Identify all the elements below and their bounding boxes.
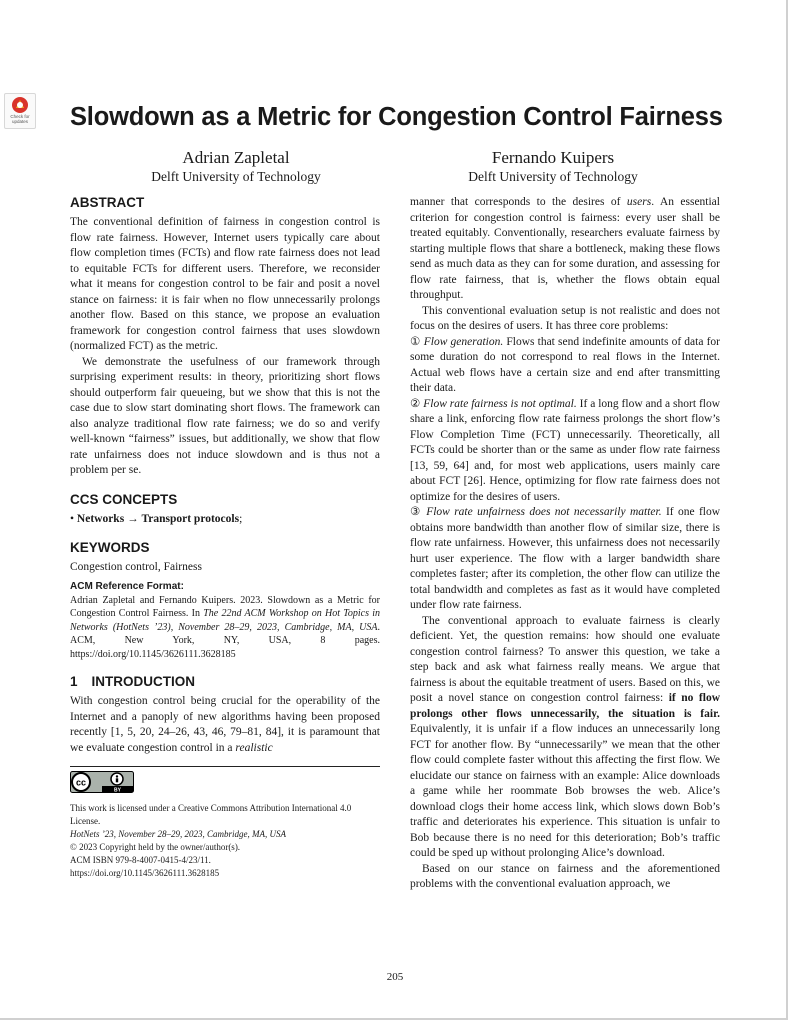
license-statement: This work is licensed under a Creative Commons Attribution International 4.0 License.: [70, 803, 352, 826]
ccs-concept: Networks: [76, 512, 125, 525]
intro-italic-users: users: [626, 196, 652, 208]
license-isbn: ACM ISBN 979-8-4007-0415-4/23/11.: [70, 855, 211, 865]
intro-paragraph-1-continued: [410, 195, 720, 304]
crossmark-label: Check for updates: [10, 114, 30, 124]
intro-paragraph-2: This conventional evaluation setup is not realistic and does not focus on the desires of users. It has three core problems:: [410, 304, 720, 332]
intro-italic-word: realistic: [235, 741, 273, 754]
item-marker: ①: [410, 335, 421, 348]
ccs-arrow: →: [127, 512, 139, 525]
ccs-end: ;: [239, 512, 243, 525]
intro-paragraph-3: [410, 614, 720, 862]
author-affiliation: Delft University of Technology: [151, 169, 321, 184]
cc-badge-text: cc: [75, 777, 87, 788]
intro-text: manner that corresponds to the desires of: [410, 196, 627, 208]
abstract-heading: ABSTRACT: [70, 195, 145, 210]
reference-venue: The 22nd ACM Workshop on Hot Topics in Networks (HotNets ’23), November 28–29, 2023, Cambridge, MA, USA: [70, 608, 380, 633]
creative-commons-by-icon[interactable]: [70, 771, 134, 793]
intro-text: The conventional approach to evaluate fairness is clearly deficient. Yet, the question remains: how should one evaluate congestion control fairness? To answer this question, we take a step back and ask what fairness really means. We argue that fairness is about the equitable treatment of users. Based on this, we posit a novel stance on congestion control fairness:: [410, 614, 720, 704]
intro-paragraph-1-start: [70, 694, 380, 756]
reference-authors: Adrian Zapletal and Fernando Kuipers. 2023. Slowdown as a Metric for Congestion Control Fairness. In: [70, 594, 380, 619]
item-text: If a long flow and a short flow share a link, enforcing flow rate fairness prolongs the short flow’s Flow Completion Time (FCT) unnecessarily. Theoretically, all FCTs could be shorter than or the same as under flow rate fairness [13, 59, 64] and, for most web applications, users mainly care about FCT [26]. Hence, optimizing for flow rate fairness does not optimize for the desires of users.: [410, 397, 721, 503]
left-column: [70, 194, 380, 880]
item-title: Flow rate fairness is not optimal.: [423, 397, 577, 410]
author-block-2: [403, 148, 703, 186]
keywords-text: Congestion control, Fairness: [70, 561, 202, 573]
intro-text: With congestion control being crucial for the operability of the Internet and a panoply of new algorithms having been proposed recently [1, 5, 20, 24–26, 43, 46, 79–81, 84], it is paramount that we evaluate congestion control in a: [70, 695, 380, 754]
item-title: Flow generation.: [423, 335, 504, 348]
problem-item-1: [410, 335, 720, 397]
ccs-subconcept: Transport protocols: [141, 512, 240, 525]
item-text: If one flow obtains more bandwidth than another flow of similar size, there is flow rate unfairness. However, this unfairness does not necessarily hurt user experience. The flow with a larger bandwidth share completes faster; after its completion, the other flow can utilize the total bandwidth and completes as fast as it would have completed under flow rate fairness.: [410, 506, 721, 611]
paper-title: Slowdown as a Metric for Congestion Control Fairness: [70, 103, 723, 131]
license-venue: HotNets ’23, November 28–29, 2023, Cambridge, MA, USA: [70, 829, 286, 839]
author-affiliation: Delft University of Technology: [468, 169, 638, 184]
problem-item-3: [410, 505, 720, 614]
reference-tail: . ACM, New York, NY, USA, 8 pages. https://doi.org/10.1145/3626111.3628185: [70, 621, 380, 660]
crossmark-badge[interactable]: [4, 93, 36, 129]
introduction-heading: [70, 673, 380, 691]
item-marker: ②: [410, 397, 421, 410]
fairness-stance-bold: if no flow prolongs other flows unnecessarily, the situation is fair.: [410, 692, 721, 720]
section-title: INTRODUCTION: [91, 674, 196, 689]
author-block-1: [86, 148, 386, 186]
problem-item-2: [410, 397, 720, 506]
license-copyright: © 2023 Copyright held by the owner/author(s).: [70, 842, 241, 852]
by-badge-text: BY: [114, 787, 121, 793]
abstract-paragraph-2: We demonstrate the usefulness of our framework through surprising experiment results: in theory, prioritizing short flows should outperform fair queueing, but we show that this is not the case due to slow start dominating short flows. The framework can also analyze traditional flow rate fairness; we do so and verify well-known “fairness” issues, but additionally, we show that flow rate unfairness does not induce slowdown and is thus not a problem per se.: [70, 355, 380, 476]
ccs-heading: CCS CONCEPTS: [70, 491, 178, 507]
ccs-concept-line: [70, 512, 380, 528]
intro-text: . An essential criterion for congestion control is fairness: every user shall be treated equitably. Conventionally, researchers evaluate fairness by starting multiple flows that share a bottleneck, making these flows send as much data as they can for some duration, and assessing for flow rate fairness, that is, whether the flows obtain equal throughput.: [410, 196, 720, 301]
reference-format-text: [70, 594, 380, 662]
footnote-rule: [70, 766, 380, 767]
author-name: Adrian Zapletal: [182, 148, 290, 167]
section-number: 1: [70, 674, 78, 689]
keywords-heading: KEYWORDS: [70, 540, 150, 555]
crossmark-icon: [11, 96, 29, 114]
reference-format-heading: ACM Reference Format:: [70, 580, 184, 592]
item-title: Flow rate unfairness does not necessarily matter.: [426, 506, 662, 518]
page-number: 205: [386, 971, 404, 983]
item-marker: ③: [410, 506, 422, 518]
author-name: Fernando Kuipers: [491, 148, 615, 167]
right-column: [410, 195, 720, 893]
intro-text: Equivalently, it is unfair if a flow induces an unnecessarily long FCT for another flow. By “unnecessarily” we mean that the other flow could complete faster without this affecting the first flow. We elucidate our stance on fairness with an example: Alice downloads a game while her roommate Bob browses the web. Alice’s download clogs their home access link, which slows down Bob’s traffic and deteriorates his experience. This situation is unfair to Bob because there is no need for this deterioration; Bob’s traffic could be sped up without prolonging Alice’s download.: [410, 723, 720, 859]
intro-paragraph-4: Based on our stance on fairness and the aforementioned problems with the conventional evaluation approach, we: [410, 862, 720, 890]
item-text: Flows that send indefinite amounts of data for some duration do not correspond to real flows in the Internet. Actual web flows have a certain size and end after transmitting their data.: [410, 335, 720, 394]
abstract-paragraph-1: The conventional definition of fairness in congestion control is flow rate fairness. However, Internet users typically care about flow completion times (FCTs) and flow rate fairness does not lead to equitable FCTs for different users. Therefore, we reconsider what it means for congestion control to be fair and posit a novel stance on fairness: it is fair when no flow unnecessarily prolongs another flow. Based on this stance, we propose an evaluation framework for congestion control fairness that uses slowdown (normalized FCT) as the metric.: [70, 216, 380, 352]
license-block: [70, 771, 380, 880]
license-doi[interactable]: https://doi.org/10.1145/3626111.3628185: [70, 868, 220, 878]
ccs-bullet: •: [70, 512, 75, 525]
